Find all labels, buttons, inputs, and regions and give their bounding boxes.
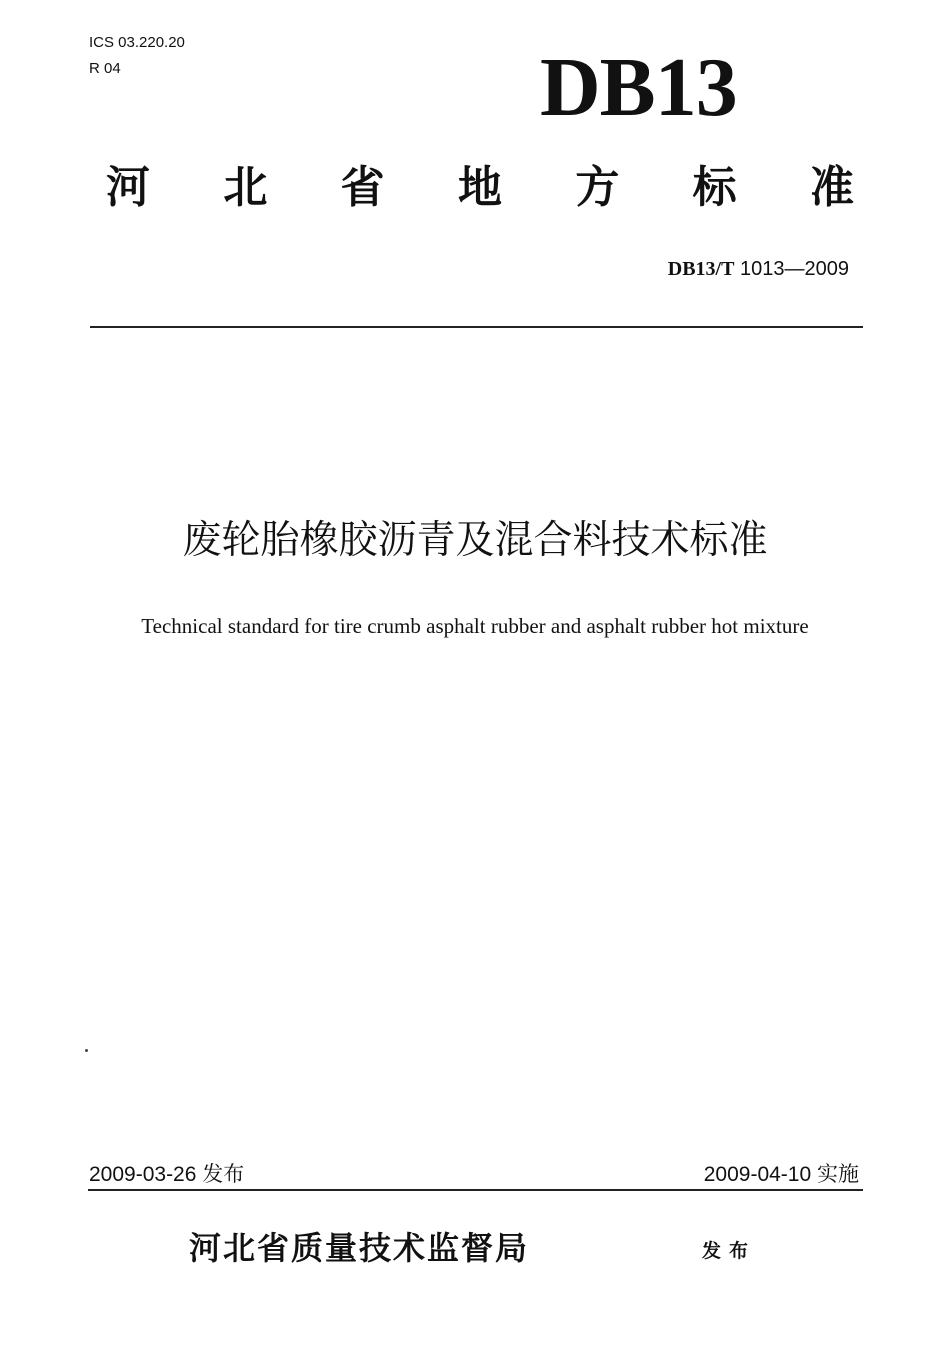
standard-number-value: 1013—2009 [740,258,849,280]
standard-number [668,258,849,281]
issue-date: 2009-03-26 发布 [89,1163,245,1186]
ics-code: ICS 03.220.20 [89,34,185,51]
issuing-authority: 河北省质量技术监督局 [189,1229,530,1267]
scan-speck [85,1049,88,1052]
db13-logo: DB13 [540,41,737,134]
document-title-chinese: 废轮胎橡胶沥青及混合料技术标准 [182,518,768,563]
heading-char: 准 [809,162,854,213]
classification-code: R 04 [89,60,121,77]
standard-type-heading [100,160,860,216]
heading-char: 河 [106,162,150,213]
effective-date: 2009-04-10 实施 [703,1163,859,1186]
standard-number-prefix: DB13/T [667,258,735,280]
heading-char: 省 [340,162,385,213]
document-title-english: Technical standard for tire crumb asphalt rubber and asphalt rubber hot mixture [141,614,809,638]
heading-char: 地 [457,162,502,213]
issue-label: 发布 [702,1240,757,1262]
heading-char: 标 [692,162,737,213]
heading-char: 方 [575,162,620,213]
heading-char: 北 [223,162,268,213]
bottom-divider [88,1189,863,1191]
top-divider [90,326,863,328]
